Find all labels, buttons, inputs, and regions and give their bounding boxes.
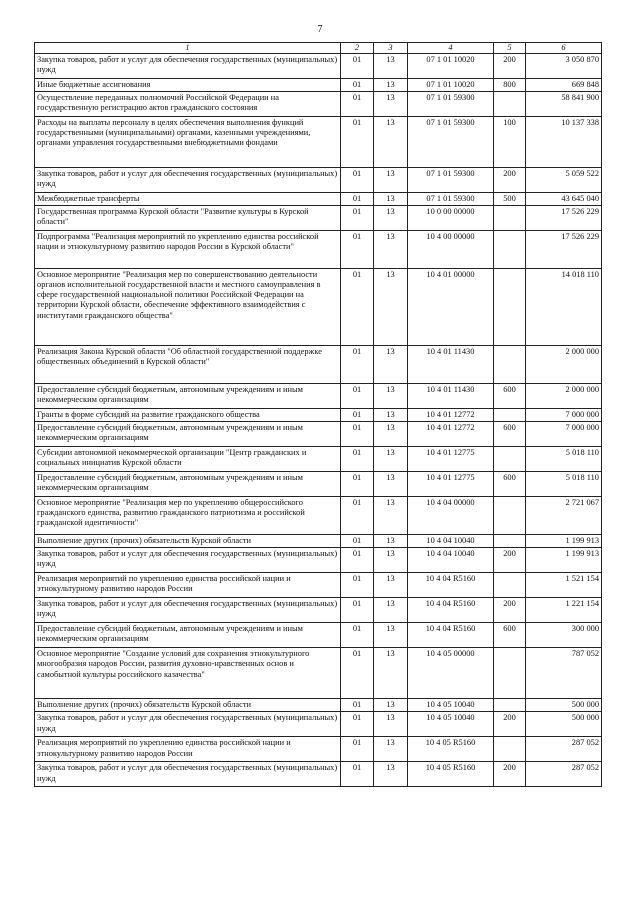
- section-code-cell: 01: [341, 623, 374, 648]
- amount-cell: 7 000 000: [526, 422, 602, 447]
- amount-cell: 1 221 154: [526, 598, 602, 623]
- expense-type-cell: [494, 346, 526, 384]
- target-article-cell: 10 0 00 00000: [408, 206, 494, 231]
- table-row: [35, 384, 602, 409]
- table-row: [35, 472, 602, 497]
- subsection-code-cell: 13: [374, 92, 408, 117]
- column-header-target-article: 4: [408, 43, 494, 54]
- subsection-code-cell: 13: [374, 422, 408, 447]
- expense-type-cell: 800: [494, 79, 526, 92]
- expense-name-cell: Субсидии автономной некоммерческой организации "Центр гражданских и социальных инициатив Курской области: [35, 447, 341, 472]
- subsection-code-cell: 13: [374, 384, 408, 409]
- target-article-cell: 10 4 05 10040: [408, 699, 494, 712]
- amount-cell: 500 000: [526, 712, 602, 737]
- amount-cell: 5 018 110: [526, 447, 602, 472]
- expense-name-cell: Закупка товаров, работ и услуг для обеспечения государственных (муниципальных) нужд: [35, 712, 341, 737]
- expense-name-cell: Реализация мероприятий по укреплению единства российской нации и этнокультурному развитию народов России: [35, 737, 341, 762]
- table-row: [35, 447, 602, 472]
- expense-type-cell: [494, 92, 526, 117]
- section-code-cell: 01: [341, 737, 374, 762]
- expense-type-cell: 600: [494, 623, 526, 648]
- subsection-code-cell: 13: [374, 712, 408, 737]
- amount-cell: 2 721 067: [526, 497, 602, 535]
- target-article-cell: 10 4 05 00000: [408, 648, 494, 699]
- expense-type-cell: [494, 573, 526, 598]
- expense-name-cell: Гранты в форме субсидий на развитие гражданского общества: [35, 409, 341, 422]
- section-code-cell: 01: [341, 422, 374, 447]
- column-header-expense-type: 5: [494, 43, 526, 54]
- amount-cell: 300 000: [526, 623, 602, 648]
- expense-name-cell: Предоставление субсидий бюджетным, автономным учреждениям и иным некоммерческим организациям: [35, 384, 341, 409]
- amount-cell: 3 050 870: [526, 54, 602, 79]
- target-article-cell: 07 1 01 10020: [408, 79, 494, 92]
- target-article-cell: 10 4 04 R5160: [408, 598, 494, 623]
- table-row: [35, 346, 602, 384]
- expense-name-cell: Закупка товаров, работ и услуг для обеспечения государственных (муниципальных) нужд: [35, 548, 341, 573]
- amount-cell: 43 645 040: [526, 193, 602, 206]
- expense-name-cell: Реализация Закона Курской области "Об областной государственной поддержке общественных объединений в Курской области": [35, 346, 341, 384]
- expense-name-cell: Основное мероприятие "Реализация мер по укреплению общероссийского гражданского единства, развитию гражданского патриотизма и российской гражданской идентичности": [35, 497, 341, 535]
- subsection-code-cell: 13: [374, 598, 408, 623]
- amount-cell: 7 000 000: [526, 409, 602, 422]
- amount-cell: 5 059 522: [526, 168, 602, 193]
- expense-type-cell: 200: [494, 598, 526, 623]
- expense-name-cell: Осуществление переданных полномочий Российской Федерации на государственную регистрацию актов гражданского состояния: [35, 92, 341, 117]
- amount-cell: 787 052: [526, 648, 602, 699]
- table-row: [35, 598, 602, 623]
- section-code-cell: 01: [341, 762, 374, 787]
- section-code-cell: 01: [341, 117, 374, 168]
- page-number: 7: [317, 24, 323, 35]
- expense-type-cell: 200: [494, 712, 526, 737]
- table-body: [35, 54, 602, 787]
- subsection-code-cell: 13: [374, 206, 408, 231]
- table-row: [35, 117, 602, 168]
- expense-type-cell: 200: [494, 762, 526, 787]
- section-code-cell: 01: [341, 573, 374, 598]
- expense-type-cell: [494, 409, 526, 422]
- subsection-code-cell: 13: [374, 346, 408, 384]
- section-code-cell: 01: [341, 712, 374, 737]
- section-code-cell: 01: [341, 168, 374, 193]
- table-row: [35, 409, 602, 422]
- table-row: [35, 497, 602, 535]
- subsection-code-cell: 13: [374, 623, 408, 648]
- table-row: [35, 762, 602, 787]
- target-article-cell: 10 4 04 R5160: [408, 623, 494, 648]
- subsection-code-cell: 13: [374, 231, 408, 269]
- table-row: [35, 712, 602, 737]
- amount-cell: 669 848: [526, 79, 602, 92]
- expense-type-cell: [494, 447, 526, 472]
- column-header-amount: 6: [526, 43, 602, 54]
- target-article-cell: 10 4 04 10040: [408, 548, 494, 573]
- subsection-code-cell: 13: [374, 269, 408, 346]
- expense-type-cell: [494, 737, 526, 762]
- subsection-code-cell: 13: [374, 409, 408, 422]
- amount-cell: 1 199 913: [526, 535, 602, 548]
- column-header-name: 1: [35, 43, 341, 54]
- expense-type-cell: 600: [494, 472, 526, 497]
- section-code-cell: 01: [341, 598, 374, 623]
- target-article-cell: 10 4 01 12775: [408, 447, 494, 472]
- section-code-cell: 01: [341, 472, 374, 497]
- target-article-cell: 07 1 01 59300: [408, 92, 494, 117]
- target-article-cell: 10 4 01 12775: [408, 472, 494, 497]
- expense-name-cell: Закупка товаров, работ и услуг для обеспечения государственных (муниципальных) нужд: [35, 598, 341, 623]
- expense-name-cell: Предоставление субсидий бюджетным, автономным учреждениям и иным некоммерческим организациям: [35, 422, 341, 447]
- target-article-cell: 10 4 04 R5160: [408, 573, 494, 598]
- amount-cell: 10 137 338: [526, 117, 602, 168]
- section-code-cell: 01: [341, 447, 374, 472]
- section-code-cell: 01: [341, 384, 374, 409]
- table-row: [35, 92, 602, 117]
- section-code-cell: 01: [341, 193, 374, 206]
- expense-type-cell: 200: [494, 548, 526, 573]
- expense-type-cell: 200: [494, 168, 526, 193]
- target-article-cell: 10 4 04 10040: [408, 535, 494, 548]
- table-row: [35, 737, 602, 762]
- section-code-cell: 01: [341, 54, 374, 79]
- target-article-cell: 10 4 01 11430: [408, 384, 494, 409]
- table-row: [35, 206, 602, 231]
- table-row: [35, 193, 602, 206]
- expense-type-cell: [494, 497, 526, 535]
- expense-type-cell: 500: [494, 193, 526, 206]
- table-header-row: [35, 43, 602, 54]
- section-code-cell: 01: [341, 648, 374, 699]
- amount-cell: 17 526 229: [526, 206, 602, 231]
- column-header-subsection: 3: [374, 43, 408, 54]
- expense-name-cell: Закупка товаров, работ и услуг для обеспечения государственных (муниципальных) нужд: [35, 168, 341, 193]
- amount-cell: 1 199 913: [526, 548, 602, 573]
- table-row: [35, 231, 602, 269]
- amount-cell: 500 000: [526, 699, 602, 712]
- target-article-cell: 10 4 01 12772: [408, 422, 494, 447]
- target-article-cell: 10 4 01 11430: [408, 346, 494, 384]
- expense-name-cell: Предоставление субсидий бюджетным, автономным учреждениям и иным некоммерческим организациям: [35, 472, 341, 497]
- amount-cell: 1 521 154: [526, 573, 602, 598]
- target-article-cell: 07 1 01 59300: [408, 193, 494, 206]
- expense-name-cell: Выполнение других (прочих) обязательств Курской области: [35, 535, 341, 548]
- subsection-code-cell: 13: [374, 117, 408, 168]
- table-row: [35, 79, 602, 92]
- expense-name-cell: Расходы на выплаты персоналу в целях обеспечения выполнения функций государственными (муниципальными) органами, казенными учреждениями, органами управления государственными внебюджетными фондами: [35, 117, 341, 168]
- target-article-cell: 10 4 05 R5160: [408, 737, 494, 762]
- expense-type-cell: [494, 699, 526, 712]
- subsection-code-cell: 13: [374, 762, 408, 787]
- expense-type-cell: [494, 535, 526, 548]
- section-code-cell: 01: [341, 346, 374, 384]
- table-row: [35, 422, 602, 447]
- amount-cell: 17 526 229: [526, 231, 602, 269]
- expense-type-cell: [494, 648, 526, 699]
- target-article-cell: 07 1 01 59300: [408, 117, 494, 168]
- expense-type-cell: [494, 231, 526, 269]
- subsection-code-cell: 13: [374, 648, 408, 699]
- section-code-cell: 01: [341, 699, 374, 712]
- target-article-cell: 10 4 01 12772: [408, 409, 494, 422]
- expense-type-cell: 200: [494, 54, 526, 79]
- target-article-cell: 10 4 05 R5160: [408, 762, 494, 787]
- expense-type-cell: 600: [494, 384, 526, 409]
- subsection-code-cell: 13: [374, 79, 408, 92]
- expense-name-cell: Закупка товаров, работ и услуг для обеспечения государственных (муниципальных) нужд: [35, 762, 341, 787]
- section-code-cell: 01: [341, 231, 374, 269]
- expense-name-cell: Подпрограмма "Реализация мероприятий по укреплению единства российской нации и этнокультурному развитию народов России в Курской области": [35, 231, 341, 269]
- target-article-cell: 07 1 01 59300: [408, 168, 494, 193]
- subsection-code-cell: 13: [374, 447, 408, 472]
- section-code-cell: 01: [341, 79, 374, 92]
- subsection-code-cell: 13: [374, 699, 408, 712]
- subsection-code-cell: 13: [374, 737, 408, 762]
- amount-cell: 287 052: [526, 762, 602, 787]
- expense-name-cell: Иные бюджетные ассигнования: [35, 79, 341, 92]
- table-row: [35, 535, 602, 548]
- target-article-cell: 10 4 04 00000: [408, 497, 494, 535]
- amount-cell: 14 018 110: [526, 269, 602, 346]
- subsection-code-cell: 13: [374, 573, 408, 598]
- expense-type-cell: 600: [494, 422, 526, 447]
- amount-cell: 287 052: [526, 737, 602, 762]
- section-code-cell: 01: [341, 206, 374, 231]
- expense-name-cell: Межбюджетные трансферты: [35, 193, 341, 206]
- table-row: [35, 54, 602, 79]
- amount-cell: 5 018 110: [526, 472, 602, 497]
- amount-cell: 2 000 000: [526, 384, 602, 409]
- table-row: [35, 168, 602, 193]
- expense-type-cell: [494, 269, 526, 346]
- budget-table: [34, 42, 602, 787]
- table-row: [35, 699, 602, 712]
- table-row: [35, 573, 602, 598]
- section-code-cell: 01: [341, 92, 374, 117]
- expense-type-cell: [494, 206, 526, 231]
- target-article-cell: 07 1 01 10020: [408, 54, 494, 79]
- section-code-cell: 01: [341, 409, 374, 422]
- expense-name-cell: Основное мероприятие "Реализация мер по совершенствованию деятельности органов исполнительной государственной власти и местного самоуправления в сфере государственной национальной политики Российской Федерации на территории Курской области, обеспечение эффективного взаимодействия с институтами гражданского общества": [35, 269, 341, 346]
- table-row: [35, 548, 602, 573]
- subsection-code-cell: 13: [374, 193, 408, 206]
- amount-cell: 2 000 000: [526, 346, 602, 384]
- subsection-code-cell: 13: [374, 54, 408, 79]
- expense-name-cell: Закупка товаров, работ и услуг для обеспечения государственных (муниципальных) нужд: [35, 54, 341, 79]
- section-code-cell: 01: [341, 269, 374, 346]
- target-article-cell: 10 4 01 00000: [408, 269, 494, 346]
- expense-name-cell: Реализация мероприятий по укреплению единства российской нации и этнокультурному развитию народов России: [35, 573, 341, 598]
- expense-type-cell: 100: [494, 117, 526, 168]
- target-article-cell: 10 4 00 00000: [408, 231, 494, 269]
- table-row: [35, 648, 602, 699]
- amount-cell: 58 841 900: [526, 92, 602, 117]
- section-code-cell: 01: [341, 535, 374, 548]
- section-code-cell: 01: [341, 497, 374, 535]
- column-header-section: 2: [341, 43, 374, 54]
- subsection-code-cell: 13: [374, 548, 408, 573]
- expense-name-cell: Государственная программа Курской области "Развитие культуры в Курской области": [35, 206, 341, 231]
- section-code-cell: 01: [341, 548, 374, 573]
- expense-name-cell: Выполнение других (прочих) обязательств Курской области: [35, 699, 341, 712]
- subsection-code-cell: 13: [374, 535, 408, 548]
- table-row: [35, 269, 602, 346]
- table-row: [35, 623, 602, 648]
- expense-name-cell: Основное мероприятие "Создание условий для сохранения этнокультурного многообразия народов России, развития духовно-нравственных основ и самобытной культуры российского казачества": [35, 648, 341, 699]
- subsection-code-cell: 13: [374, 168, 408, 193]
- expense-name-cell: Предоставление субсидий бюджетным, автономным учреждениям и иным некоммерческим организациям: [35, 623, 341, 648]
- subsection-code-cell: 13: [374, 472, 408, 497]
- subsection-code-cell: 13: [374, 497, 408, 535]
- target-article-cell: 10 4 05 10040: [408, 712, 494, 737]
